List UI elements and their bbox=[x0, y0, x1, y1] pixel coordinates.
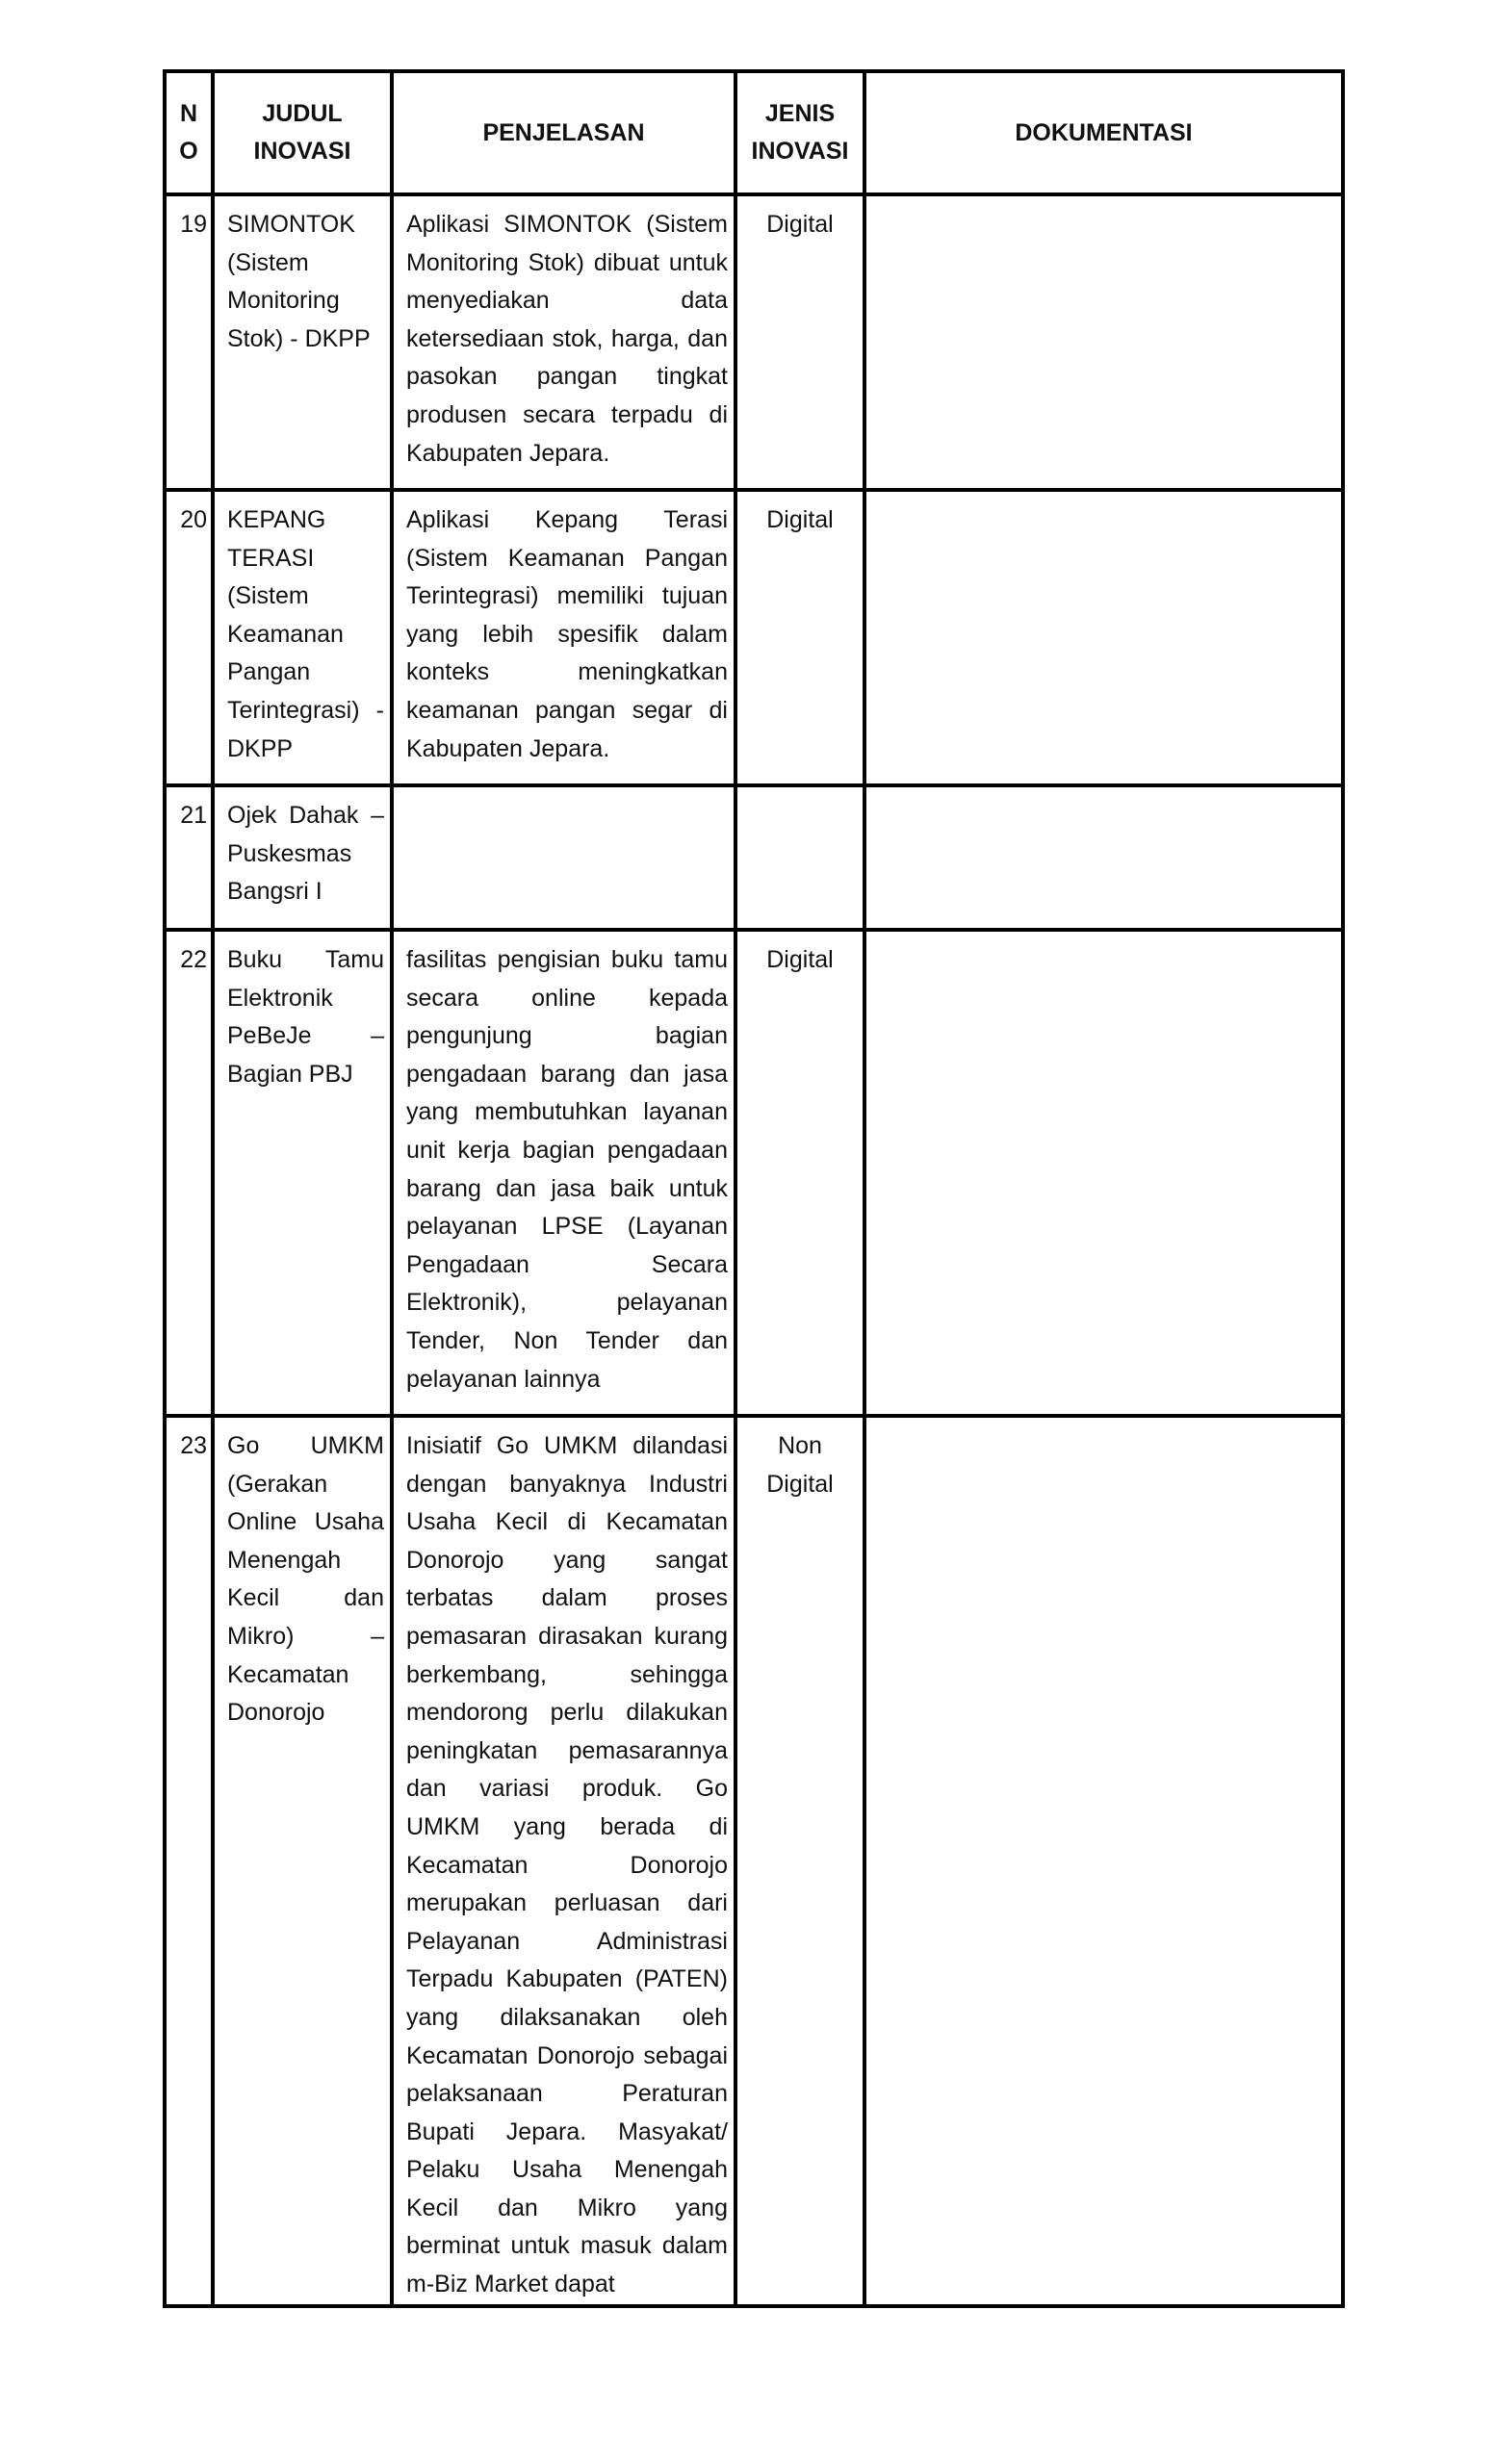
header-no bbox=[165, 71, 213, 194]
table-row bbox=[165, 930, 1343, 1416]
innovation-type: Digital bbox=[735, 930, 864, 1416]
innovation-description: Aplikasi SIMONTOK (Sistem Monitoring Stok) dibuat untuk menyediakan data ketersediaan stok, harga, dan pasokan pangan tingkat produsen secara terpadu di Kabupaten Jepara. bbox=[392, 194, 735, 490]
documentation-cell bbox=[864, 194, 1343, 490]
header-no-line2: O bbox=[179, 138, 198, 165]
documentation-cell bbox=[864, 930, 1343, 1416]
innovation-type: Digital bbox=[735, 490, 864, 785]
innovation-type-text: Non Digital bbox=[766, 1432, 834, 1498]
table-row bbox=[165, 1416, 1343, 2306]
table-body bbox=[165, 194, 1343, 2306]
row-number: 19 bbox=[165, 194, 213, 490]
header-dokumentasi: DOKUMENTASI bbox=[864, 71, 1343, 194]
row-number: 23 bbox=[165, 1416, 213, 2306]
innovation-title: KEPANG TERASI (Sistem Keamanan Pangan Terintegrasi) - DKPP bbox=[213, 490, 392, 785]
header-penjelasan: PENJELASAN bbox=[392, 71, 735, 194]
innovation-type bbox=[735, 1416, 864, 2306]
innovation-title: Ojek Dahak – Puskesmas Bangsri I bbox=[213, 785, 392, 930]
row-number: 20 bbox=[165, 490, 213, 785]
documentation-cell bbox=[864, 490, 1343, 785]
table-row bbox=[165, 785, 1343, 930]
header-jenis-line1: JENIS bbox=[764, 100, 836, 127]
innovation-table bbox=[163, 69, 1345, 2308]
header-no-line1: N bbox=[179, 100, 198, 127]
header-judul-line1: JUDUL bbox=[262, 100, 343, 127]
innovation-description: Aplikasi Kepang Terasi (Sistem Keamanan Pangan Terintegrasi) memiliki tujuan yang lebih spesifik dalam konteks meningkatkan keamanan pangan segar di Kabupaten Jepara. bbox=[392, 490, 735, 785]
documentation-cell bbox=[864, 1416, 1343, 2306]
row-number: 22 bbox=[165, 930, 213, 1416]
innovation-title: SIMONTOK (Sistem Monitoring Stok) - DKPP bbox=[213, 194, 392, 490]
table-header bbox=[165, 71, 1343, 194]
innovation-description: Inisiatif Go UMKM dilandasi dengan banyaknya Industri Usaha Kecil di Kecamatan Donorojo yang sangat terbatas dalam proses pemasaran dirasakan kurang berkembang, sehingga mendorong perlu dilakukan peningkatan pemasarannya dan variasi produk. Go UMKM yang berada di Kecamatan Donorojo merupakan perluasan dari Pelayanan Administrasi Terpadu Kabupaten (PATEN) yang dilaksanakan oleh Kecamatan Donorojo sebagai pelaksanaan Peraturan Bupati Jepara. Masyakat/ Pelaku Usaha Menengah Kecil dan Mikro yang berminat untuk masuk dalam m-Biz Market dapat bbox=[392, 1416, 735, 2306]
header-judul-line2: INOVASI bbox=[253, 138, 351, 165]
innovation-title: Go UMKM (Gerakan Online Usaha Menengah Kecil dan Mikro) – Kecamatan Donorojo bbox=[213, 1416, 392, 2306]
innovation-title: Buku Tamu Elektronik PeBeJe – Bagian PBJ bbox=[213, 930, 392, 1416]
innovation-description: fasilitas pengisian buku tamu secara online kepada pengunjung bagian pengadaan barang dan jasa yang membutuhkan layanan unit kerja bagian pengadaan barang dan jasa baik untuk pelayanan LPSE (Layanan Pengadaan Secara Elektronik), pelayanan Tender, Non Tender dan pelayanan lainnya bbox=[392, 930, 735, 1416]
row-number: 21 bbox=[165, 785, 213, 930]
header-jenis bbox=[735, 71, 864, 194]
documentation-cell bbox=[864, 785, 1343, 930]
header-judul bbox=[213, 71, 392, 194]
header-jenis-line2: INOVASI bbox=[751, 138, 849, 165]
innovation-type bbox=[735, 785, 864, 930]
innovation-description bbox=[392, 785, 735, 930]
innovation-type: Digital bbox=[735, 194, 864, 490]
header-row bbox=[165, 71, 1343, 194]
table-row bbox=[165, 194, 1343, 490]
table-row bbox=[165, 490, 1343, 785]
